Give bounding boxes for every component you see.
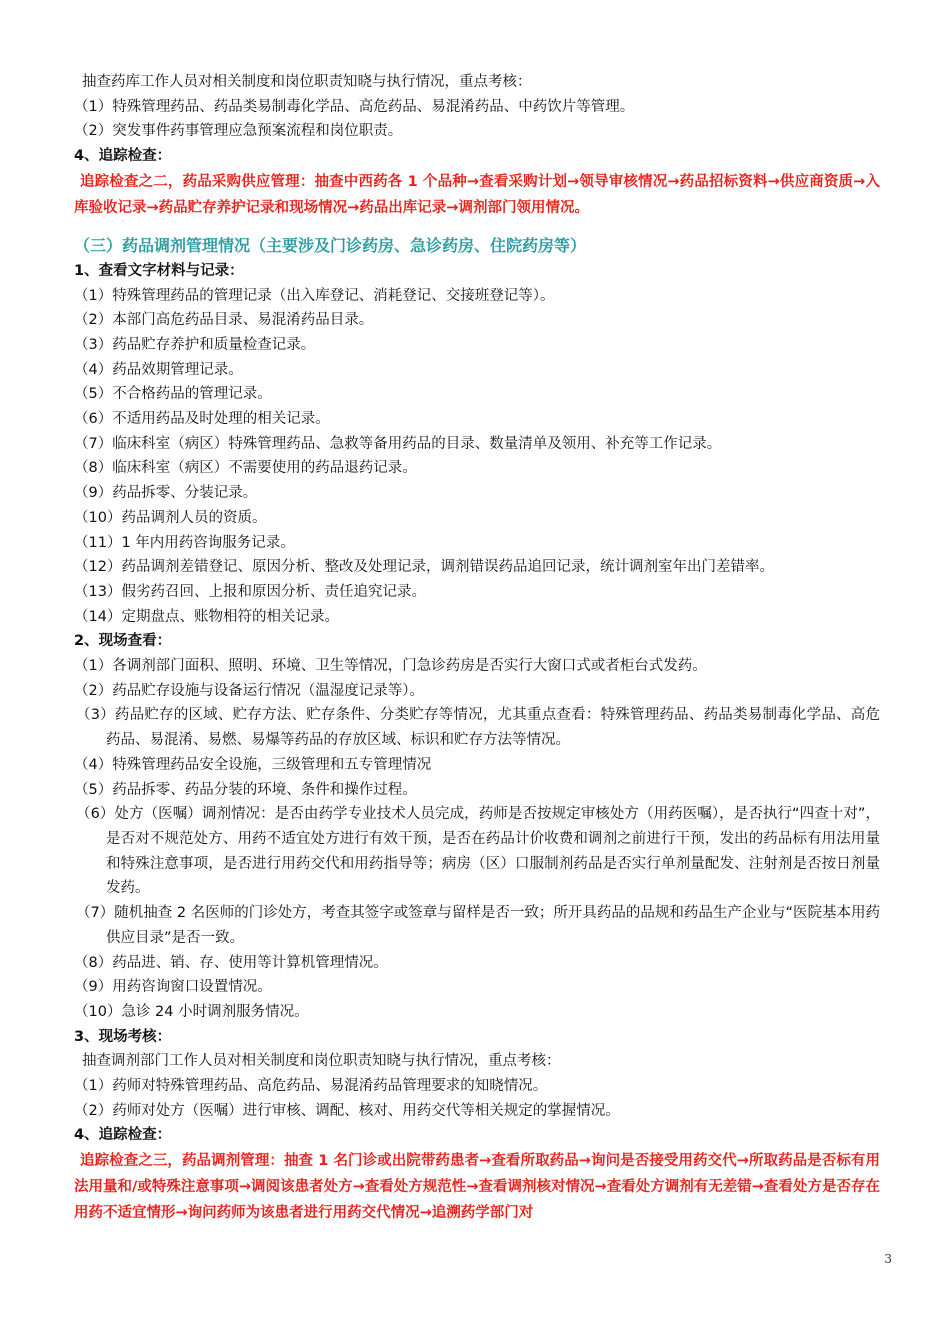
list-item: （10）药品调剂人员的资质。 [74,509,267,526]
subheading: 1、查看文字材料与记录： [74,262,244,279]
subheading: 4、追踪检查： [74,1127,172,1144]
document-body [74,70,880,1226]
list-item: （8）药品进、销、存、使用等计算机管理情况。 [74,954,388,971]
records-list [74,284,880,630]
list-item: （12）药品调剂差错登记、原因分析、整改及处理记录，调剂错误药品追回记录，统计调剂室年出门差错率。 [74,559,774,576]
page-number: 3 [884,1252,892,1266]
list-item: （1）各调剂部门面积、照明、环境、卫生等情况，门急诊药房是否实行大窗口式或者柜台式发药。 [74,658,707,675]
list-item: （4）特殊管理药品安全设施，三级管理和五专管理情况 [74,756,432,773]
tracking-check-2 [74,169,880,221]
list-item: （1）特殊管理药品、药品类易制毒化学品、高危药品、易混淆药品、中药饮片等管理。 [74,98,635,115]
list-item: （11）1 年内用药咨询服务记录。 [74,534,295,551]
list-item: （1）特殊管理药品的管理记录（出入库登记、消耗登记、交接班登记等）。 [74,287,555,304]
list-item: （7）临床科室（病区）特殊管理药品、急救等备用药品的目录、数量清单及领用、补充等工作记录。 [74,435,722,452]
subheading: 4、追踪检查： [74,148,172,165]
paragraph: 抽查调剂部门工作人员对相关制度和岗位职责知晓与执行情况，重点考核： [82,1053,561,1070]
tracking-check-3-text: 追踪检查之三，药品调剂管理：抽查 1 名门诊或出院带药患者→查看所取药品→询问是否接受用药交代→所取药品是否标有用法用量和/或特殊注意事项→调阅该患者处方→查看处方规范性→查看调剂核对情况→查看处方调剂有无差错→查看处方是否存在用药不适宜情形→询问药师为该患者进行用药交代情况→追溯药学部门对 [74,1153,880,1222]
onsite-list [74,654,880,1025]
subheading: 2、现场查看： [74,633,172,650]
section-heading: （三）药品调剂管理情况（主要涉及门诊药房、急诊药房、住院药房等） [74,235,587,255]
list-item: （1）药师对特殊管理药品、高危药品、易混淆药品管理要求的知晓情况。 [74,1078,548,1095]
list-item: （6）不适用药品及时处理的相关记录。 [74,411,330,428]
list-item: （2）本部门高危药品目录、易混淆药品目录。 [74,312,374,329]
list-item: （2）药品贮存设施与设备运行情况（温湿度记录等）。 [74,682,424,699]
list-item: （6）处方（医嘱）调剂情况：是否由药学专业技术人员完成，药师是否按规定审核处方（用药医嘱），是否执行“四查十对”，是否对不规范处方、用药不适宜处方进行有效干预，是否在药品计价收费和调剂之前进行干预，发出的药品标有用法用量和特殊注意事项，是否进行用药交代和用药指导等；病房（区）口服制剂药品是否实行单剂量配发、注射剂是否按日剂量发药。 [76,806,880,897]
list-item: （4）药品效期管理记录。 [74,361,243,378]
list-item: （3）药品贮存养护和质量检查记录。 [74,336,316,353]
list-item: （9）药品拆零、分装记录。 [74,485,258,502]
list-item: （13）假劣药召回、上报和原因分析、责任追究记录。 [74,583,426,600]
tracking-check-2-text: 追踪检查之二，药品采购供应管理：抽查中西药各 1 个品种→查看采购计划→领导审核情况→药品招标资料→供应商资质→入库验收记录→药品贮存养护记录和现场情况→药品出库记录→调剂部门领用情况。 [74,173,880,216]
list-item: （7）随机抽查 2 名医师的门诊处方，考查其签字或签章与留样是否一致；所开具药品的品规和药品生产企业与“医院基本用药供应目录”是否一致。 [76,905,880,946]
tracking-check-3 [74,1148,880,1226]
subheading: 3、现场考核： [74,1028,172,1045]
list-item: （5）不合格药品的管理记录。 [74,386,272,403]
list-item: （9）用药咨询窗口设置情况。 [74,979,272,996]
list-item: （2）突发事件药事管理应急预案流程和岗位职责。 [74,123,403,140]
paragraph: 抽查药库工作人员对相关制度和岗位职责知晓与执行情况，重点考核： [82,74,532,90]
list-item: （3）药品贮存的区域、贮存方法、贮存条件、分类贮存等情况，尤其重点查看：特殊管理药品、药品类易制毒化学品、高危药品、易混淆、易燃、易爆等药品的存放区域、标识和贮存方法等情况。 [76,707,880,749]
list-item: （14）定期盘点、账物相符的相关记录。 [74,608,339,625]
list-item: （8）临床科室（病区）不需要使用的药品退药记录。 [74,460,417,477]
list-item: （5）药品拆零、药品分装的环境、条件和操作过程。 [74,781,417,798]
list-item: （10）急诊 24 小时调剂服务情况。 [74,1003,309,1020]
list-item: （2）药师对处方（医嘱）进行审核、调配、核对、用药交代等相关规定的掌握情况。 [74,1102,620,1119]
